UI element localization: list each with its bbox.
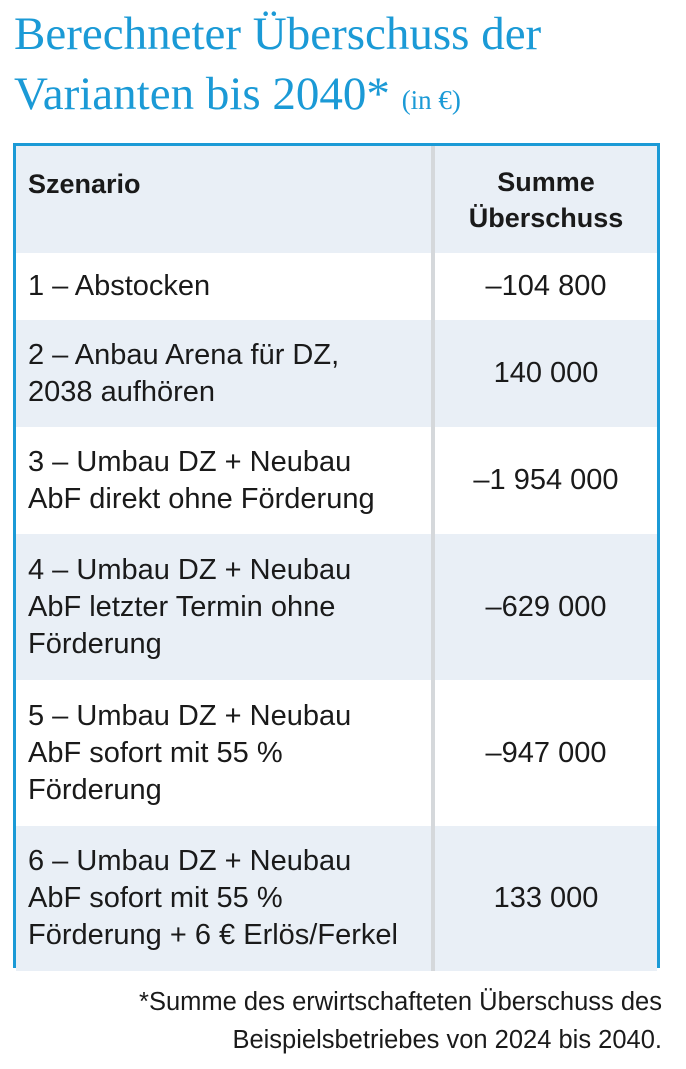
surplus-value-cell: 140 000 xyxy=(433,320,657,427)
scenario-cell xyxy=(16,534,433,680)
table-body xyxy=(16,253,657,971)
scenario-cell xyxy=(16,680,433,826)
surplus-value-cell: –1 954 000 xyxy=(433,427,657,534)
table-row xyxy=(16,253,657,320)
scenario-line: AbF letzter Termin ohne xyxy=(28,590,336,623)
table-row xyxy=(16,680,657,826)
table-header-row xyxy=(16,146,657,253)
table-row xyxy=(16,826,657,971)
title-unit: (in €) xyxy=(401,85,461,115)
scenario-line: 2 – Anbau Arena für DZ, xyxy=(28,338,340,371)
scenario-line: Förderung xyxy=(28,773,162,806)
footnote-line-1: *Summe des erwirtschafteten Überschuss des xyxy=(139,988,662,1016)
column-header-sum-line-1: Summe xyxy=(497,167,595,197)
scenario-cell xyxy=(16,320,433,427)
scenario-cell xyxy=(16,427,433,534)
footnote xyxy=(22,983,662,1059)
footnote-line-2: Beispielsbetriebes von 2024 bis 2040. xyxy=(232,1026,662,1054)
scenario-line: 1 – Abstocken xyxy=(28,270,211,302)
scenario-line: AbF sofort mit 55 % xyxy=(28,736,283,769)
scenario-cell xyxy=(16,253,433,320)
title-line-2: Varianten bis 2040* xyxy=(14,68,390,120)
column-header-sum xyxy=(433,146,657,253)
title-line-1: Berechneter Überschuss der xyxy=(14,8,542,60)
scenario-line: AbF direkt ohne Förderung xyxy=(28,482,375,515)
scenario-line: 4 – Umbau DZ + Neubau xyxy=(28,553,352,586)
scenario-line: AbF sofort mit 55 % xyxy=(28,882,283,914)
surplus-value-cell: 133 000 xyxy=(433,826,657,971)
scenario-line: Förderung xyxy=(28,627,162,660)
surplus-value-cell: –104 800 xyxy=(433,253,657,320)
scenario-line: 3 – Umbau DZ + Neubau xyxy=(28,445,352,478)
scenario-line: 5 – Umbau DZ + Neubau xyxy=(28,699,352,732)
surplus-value-cell: –947 000 xyxy=(433,680,657,826)
table-row xyxy=(16,427,657,534)
scenario-table-frame xyxy=(13,143,660,968)
column-header-scenario: Szenario xyxy=(16,146,433,253)
scenario-line: 2038 aufhören xyxy=(28,375,216,408)
table-row xyxy=(16,534,657,680)
surplus-value-cell: –629 000 xyxy=(433,534,657,680)
scenario-table xyxy=(16,146,657,971)
page-title xyxy=(14,4,674,130)
scenario-line: 6 – Umbau DZ + Neubau xyxy=(28,845,352,877)
column-header-sum-line-2: Überschuss xyxy=(468,203,624,233)
scenario-cell xyxy=(16,826,433,971)
table-row xyxy=(16,320,657,427)
scenario-line: Förderung + 6 € Erlös/Ferkel xyxy=(28,919,398,951)
